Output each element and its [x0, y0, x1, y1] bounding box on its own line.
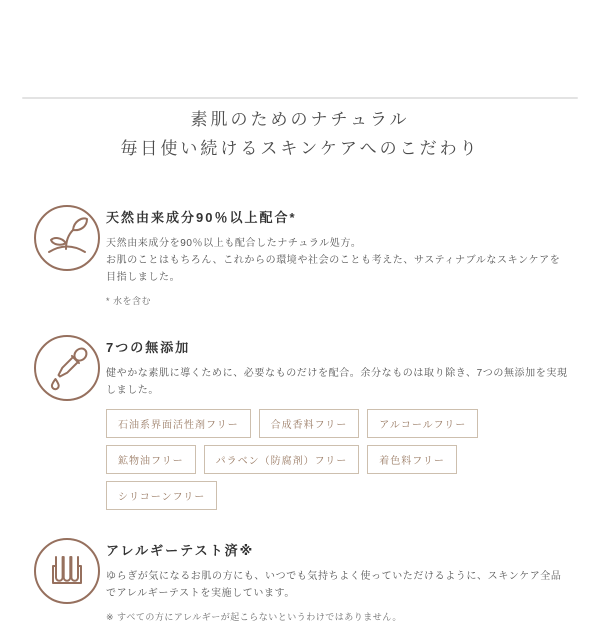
section-content [106, 334, 570, 510]
free-tag: 合成香料フリー [259, 409, 360, 438]
feature-sections [0, 164, 600, 623]
free-tag: 鉱物油フリー [106, 445, 196, 474]
section-body-line: お肌のことはもちろん、これからの環境や社会のことも考えた、サスティナブルなスキンケアを目指しました。 [106, 255, 561, 283]
page-header [0, 0, 600, 164]
free-tag: 石油系界面活性剤フリー [106, 409, 251, 438]
section-body [106, 568, 570, 602]
feature-section-additive-free [33, 334, 570, 510]
dropper-icon [33, 334, 101, 402]
section-heading: 7つの無添加 [106, 340, 191, 355]
section-body [106, 365, 570, 399]
section-note: * 水を含む [106, 296, 152, 306]
free-tag-list [106, 409, 570, 510]
section-note: ※ すべての方にアレルギーが起こらないというわけではありません。 [106, 612, 402, 622]
feature-section-natural [33, 204, 570, 307]
top-divider [22, 97, 578, 99]
page-title-line-1: 素肌のためのナチュラル [190, 110, 410, 130]
section-body [106, 235, 570, 286]
section-heading: 天然由来成分90％以上配合* [106, 210, 297, 225]
test-tubes-icon [33, 537, 101, 605]
free-tag: 着色料フリー [367, 445, 457, 474]
section-heading: アレルギーテスト済※ [106, 543, 255, 558]
free-tag: シリコーンフリー [106, 481, 217, 510]
free-tag: アルコールフリー [367, 409, 478, 438]
section-content [106, 537, 570, 623]
section-content [106, 204, 570, 307]
page-title-line-2: 毎日使い続けるスキンケアへのこだわり [120, 139, 480, 159]
section-body-line: 健やかな素肌に導くために、必要なものだけを配合。余分なものは取り除き、7つの無添加を実現しました。 [106, 368, 568, 396]
section-body-line: 天然由来成分を90％以上も配合したナチュラル処方。 [106, 238, 362, 249]
free-tag: パラベン（防腐剤）フリー [204, 445, 360, 474]
feature-section-allergy-tested [33, 537, 570, 623]
sprout-icon [33, 204, 101, 272]
section-body-line: ゆらぎが気になるお肌の方にも、いつでも気持ちよく使っていただけるように、スキンケア全品でアレルギーテストを実施しています。 [106, 571, 562, 599]
